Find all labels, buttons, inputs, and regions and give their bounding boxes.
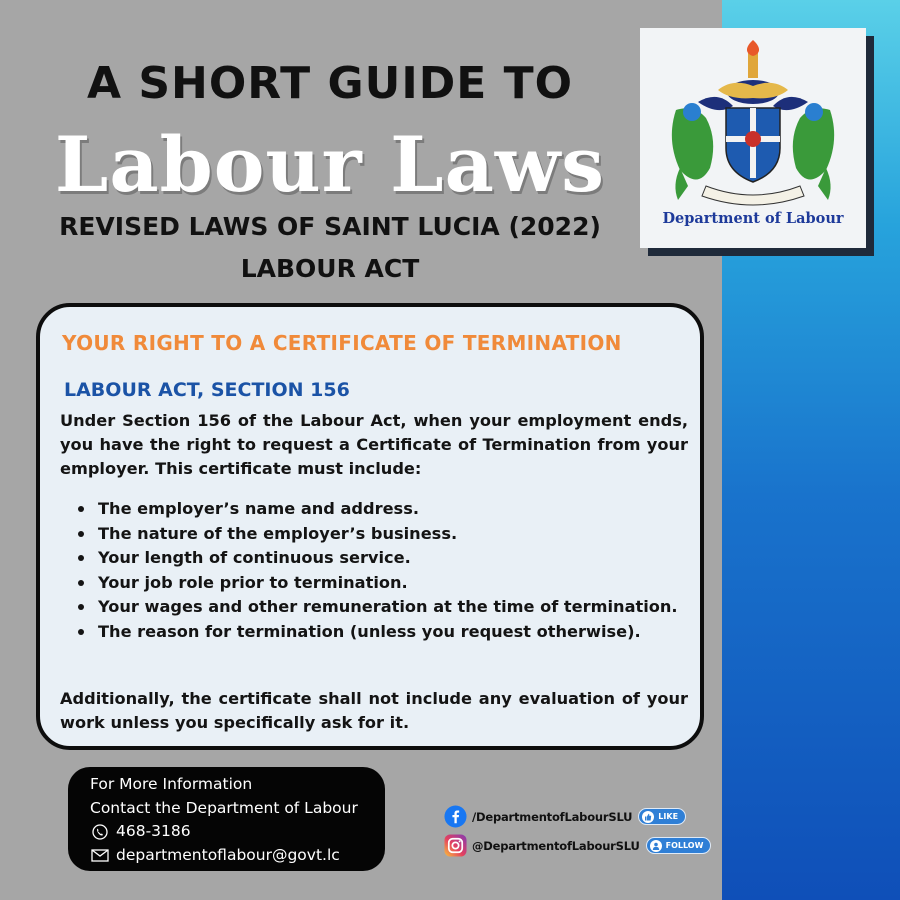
contact-line1: For More Information	[90, 775, 253, 793]
list-item: Your length of continuous service.	[78, 546, 688, 571]
instagram-icon	[444, 834, 467, 857]
instagram-handle[interactable]: @DepartmentofLabourSLU	[472, 838, 640, 853]
phone-icon	[90, 824, 110, 840]
department-logo-card	[640, 28, 866, 248]
facebook-row[interactable]	[444, 805, 686, 828]
like-button[interactable]	[638, 808, 686, 825]
headline-subtitle: REVISED LAWS OF SAINT LUCIA (2022)	[59, 212, 601, 241]
card-intro: Under Section 156 of the Labour Act, when your employment ends, you have the right to request a Certificate of Termination from your employer. This certificate must include:	[60, 411, 688, 478]
headline-line1: A SHORT GUIDE TO	[86, 58, 574, 109]
coat-of-arms-icon	[658, 40, 848, 210]
bullet-icon	[78, 506, 84, 512]
follow-label: FOLLOW	[665, 841, 704, 850]
headline-title: Labour Laws	[54, 120, 606, 209]
list-item: Your wages and other remuneration at the time of termination.	[78, 595, 688, 620]
card-heading: YOUR RIGHT TO A CERTIFICATE OF TERMINATION	[62, 331, 622, 355]
follow-button[interactable]	[646, 837, 712, 854]
facebook-icon	[444, 805, 467, 828]
info-card	[36, 303, 704, 750]
contact-email[interactable]: departmentoflabour@govt.lc	[116, 845, 340, 864]
bullet-icon	[78, 629, 84, 635]
thumbs-up-icon	[642, 811, 654, 823]
bullet-icon	[78, 531, 84, 537]
list-item: The reason for termination (unless you request otherwise).	[78, 620, 688, 645]
instagram-row[interactable]	[444, 834, 711, 857]
like-label: LIKE	[658, 812, 679, 821]
bullet-icon	[78, 604, 84, 610]
contact-phone-row[interactable]	[90, 820, 385, 844]
bullet-icon	[78, 555, 84, 561]
card-closing: Additionally, the certificate shall not include any evaluation of your work unless you specifically ask for it.	[60, 689, 688, 732]
logo-caption: Department of Labour	[662, 210, 844, 227]
contact-phone[interactable]: 468-3186	[116, 822, 191, 840]
bullet-icon	[78, 580, 84, 586]
headline-act: LABOUR ACT	[240, 254, 420, 283]
facebook-handle[interactable]: /DepartmentofLabourSLU	[472, 809, 633, 824]
list-item: The employer’s name and address.	[78, 497, 688, 522]
list-item: The nature of the employer’s business.	[78, 522, 688, 547]
list-item: Your job role prior to termination.	[78, 571, 688, 596]
card-subheading: LABOUR ACT, SECTION 156	[64, 379, 350, 401]
user-icon	[650, 840, 662, 852]
email-icon	[90, 847, 110, 863]
contact-line2: Contact the Department of Labour	[90, 798, 358, 817]
contact-box	[68, 767, 385, 871]
requirements-list	[78, 497, 688, 644]
contact-email-row[interactable]	[90, 844, 385, 868]
